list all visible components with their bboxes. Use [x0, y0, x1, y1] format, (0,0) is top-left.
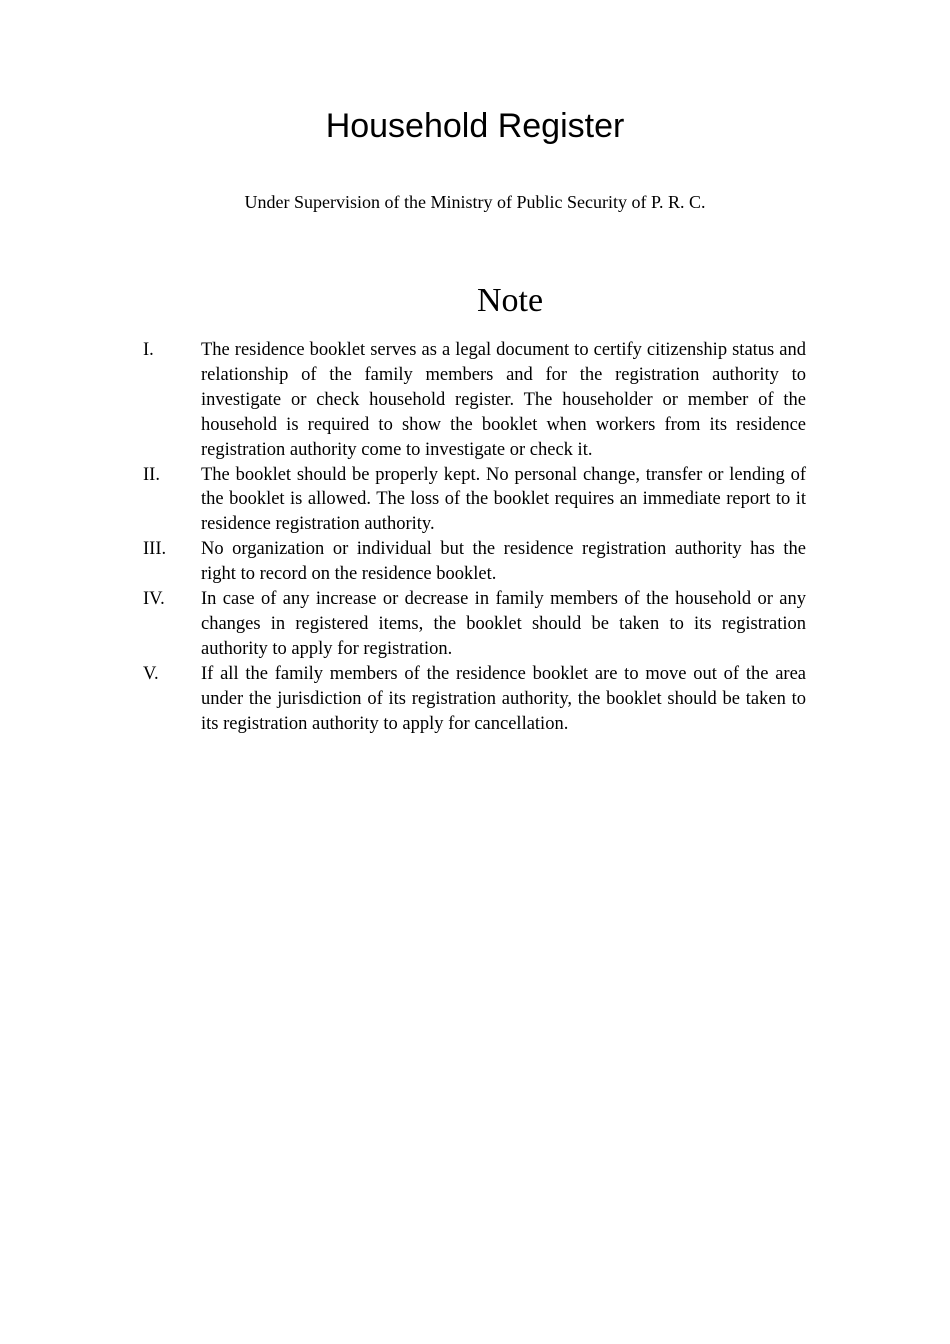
note-heading: Note — [476, 282, 544, 319]
notes-list — [143, 338, 806, 737]
note-item-4 — [143, 587, 806, 662]
note-number: III. — [143, 539, 167, 560]
note-item-2 — [143, 463, 806, 538]
note-text: The residence booklet serves as a legal document to certify citizenship status and relationship of the family members and for the registration authority to investigate or check household register. The householder or member of the household is required to show the booklet when workers from its residence registration authority come to investigate or check it. — [201, 340, 806, 460]
note-item-5 — [143, 662, 806, 737]
note-number: V. — [143, 663, 159, 684]
page-title: Household Register — [325, 107, 625, 145]
note-text: The booklet should be properly kept. No personal change, transfer or lending of the booklet is allowed. The loss of the booklet requires an immediate report to it residence registration authority. — [201, 464, 806, 535]
note-number: I. — [143, 340, 154, 360]
note-text: No organization or individual but the residence registration authority has the right to record on the residence booklet. — [201, 539, 806, 585]
note-text: In case of any increase or decrease in family members of the household or any changes in registered items, the booklet should be taken to its registration authority to apply for registration. — [201, 589, 806, 659]
subtitle: Under Supervision of the Ministry of Public Security of P. R. C. — [244, 192, 706, 212]
note-item-1 — [143, 338, 806, 463]
note-text: If all the family members of the residence booklet are to move out of the area under the jurisdiction of its registration authority, the booklet should be taken to its registration authority to apply for cancellation. — [201, 663, 806, 734]
note-number: II. — [143, 464, 160, 485]
note-item-3 — [143, 537, 806, 587]
note-number: IV. — [143, 589, 165, 610]
